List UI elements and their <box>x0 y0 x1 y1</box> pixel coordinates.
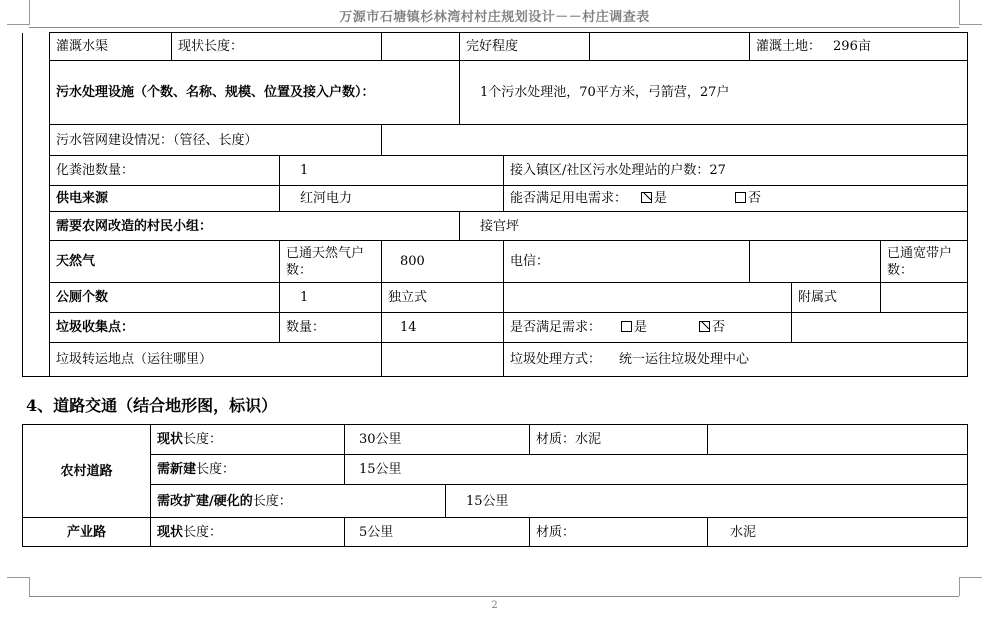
power-no-label: 否 <box>748 191 762 206</box>
power-yes-checkbox[interactable] <box>641 192 652 203</box>
grid-label: 需要农网改造的村民小组： <box>50 212 460 241</box>
power-question-cell <box>504 186 968 212</box>
telecom-label: 电信： <box>504 241 750 283</box>
industry-length-rest: 长度： <box>183 524 223 540</box>
garbage-method-value: 统一运往垃圾处理中心 <box>619 352 750 367</box>
irrigation-length-label: 现状长度： <box>172 33 382 61</box>
garbage-method-cell <box>504 343 968 377</box>
rural-current-length-value: 30公里 <box>345 425 530 455</box>
gas-households-label: 已通天然气户数： <box>280 241 382 283</box>
footer-rule <box>29 596 959 597</box>
rural-new-length-bold: 需新建 <box>157 462 197 477</box>
power-yes-label: 是 <box>654 191 668 206</box>
garbage-method-label: 垃圾处理方式： <box>510 352 602 367</box>
rural-upgrade-length-value: 15公里 <box>446 485 968 518</box>
rural-current-length-rest: 长度： <box>183 432 223 447</box>
garbage-label: 垃圾收集点： <box>50 313 280 343</box>
left-margin-cell <box>23 343 50 377</box>
rural-road-label: 农村道路 <box>23 425 151 518</box>
septic-label: 化粪池数量： <box>50 156 280 186</box>
header-rule <box>29 27 959 28</box>
garbage-count-label: 数量： <box>280 313 382 343</box>
industry-material-label: 材质： <box>530 518 708 547</box>
left-margin-cell <box>23 212 50 241</box>
rural-new-length-value: 15公里 <box>345 455 968 485</box>
irrigation-condition-label: 完好程度 <box>460 33 590 61</box>
section-4-title: 4、道路交通（结合地形图，标识） <box>26 396 278 415</box>
grid-value: 接官坪 <box>460 212 968 241</box>
garbage-yes-label: 是 <box>634 320 648 335</box>
garbage-no-label: 否 <box>712 320 726 335</box>
rural-upgrade-length-label <box>151 485 446 518</box>
sewage-facility-label: 污水处理设施（个数、名称、规模、位置及接入户数）： <box>50 61 460 125</box>
rural-upgrade-length-rest: 长度： <box>252 493 292 509</box>
irrigation-land-cell <box>750 33 968 61</box>
garbage-extra-cell <box>792 313 968 343</box>
garbage-no-checkbox[interactable] <box>699 321 710 332</box>
gas-label: 天然气 <box>50 241 280 283</box>
rural-new-length-rest: 长度： <box>196 462 236 477</box>
garbage-count-value: 14 <box>382 313 504 343</box>
rural-new-length-label <box>151 455 345 485</box>
industry-length-value: 5公里 <box>345 518 530 547</box>
left-margin-cell <box>23 283 50 313</box>
irrigation-land-value: 296亩 <box>833 39 871 54</box>
left-margin-cell <box>23 313 50 343</box>
gas-households-value: 800 <box>382 241 504 283</box>
garbage-transfer-label: 垃圾转运地点（运往哪里） <box>50 343 382 377</box>
sewage-pipe-label: 污水管网建设情况：（管径、长度） <box>50 125 382 156</box>
page-number: 2 <box>491 600 498 611</box>
septic-households-value: 27 <box>709 163 726 178</box>
industry-length-label <box>151 518 345 547</box>
sewage-facility-value: 1个污水处理池，70平方米，弓箭营，27户 <box>460 61 968 125</box>
left-margin-cell <box>23 156 50 186</box>
left-margin-cell <box>23 61 50 125</box>
rural-upgrade-length-bold: 需改扩建/硬化的 <box>157 493 253 509</box>
rural-current-length-bold: 现状 <box>157 432 184 447</box>
irrigation-length-value <box>382 33 460 61</box>
septic-households-cell <box>504 156 968 186</box>
power-value: 红河电力 <box>280 186 504 212</box>
irrigation-land-label: 灌溉土地： <box>756 39 822 54</box>
garbage-yes-checkbox[interactable] <box>621 321 632 332</box>
septic-value: 1 <box>280 156 504 186</box>
toilet-standalone-label: 独立式 <box>382 283 504 313</box>
industry-length-bold: 现状 <box>157 524 184 540</box>
toilet-attached-label: 附属式 <box>792 283 881 313</box>
irrigation-label: 灌溉水渠 <box>50 33 172 61</box>
irrigation-condition-value <box>590 33 750 61</box>
power-question: 能否满足用电需求： <box>510 191 628 206</box>
left-margin-cell <box>23 241 50 283</box>
toilet-standalone-value <box>504 283 792 313</box>
septic-households-label: 接入镇区/社区污水处理站的户数： <box>510 163 710 178</box>
left-margin-cell <box>23 186 50 212</box>
industry-material-value: 水泥 <box>708 518 968 547</box>
crop-mark-bottom-right <box>959 577 982 596</box>
telecom-value <box>750 241 881 283</box>
garbage-question-cell <box>504 313 792 343</box>
left-margin-cell <box>23 33 50 61</box>
roads-table <box>22 424 968 547</box>
power-no-checkbox[interactable] <box>735 192 746 203</box>
rural-material-extra <box>708 425 968 455</box>
page-header-title: 万源市石塘镇杉林湾村村庄规划设计－－村庄调查表 <box>339 10 650 25</box>
industry-road-label: 产业路 <box>23 518 151 547</box>
sewage-pipe-value <box>382 125 968 156</box>
left-margin-cell <box>23 125 50 156</box>
crop-mark-bottom-left <box>7 577 30 596</box>
garbage-transfer-value <box>382 343 504 377</box>
rural-material-label: 材质： <box>536 432 576 447</box>
broadband-label: 已通宽带户数： <box>881 241 968 283</box>
rural-material-value: 水泥 <box>575 432 602 447</box>
rural-material-cell <box>530 425 708 455</box>
power-label: 供电来源 <box>50 186 280 212</box>
garbage-question: 是否满足需求： <box>510 320 602 335</box>
toilet-attached-value <box>881 283 968 313</box>
rural-current-length-label <box>151 425 345 455</box>
toilet-value: 1 <box>280 283 382 313</box>
utilities-table <box>22 32 968 377</box>
toilet-label: 公厕个数 <box>50 283 280 313</box>
